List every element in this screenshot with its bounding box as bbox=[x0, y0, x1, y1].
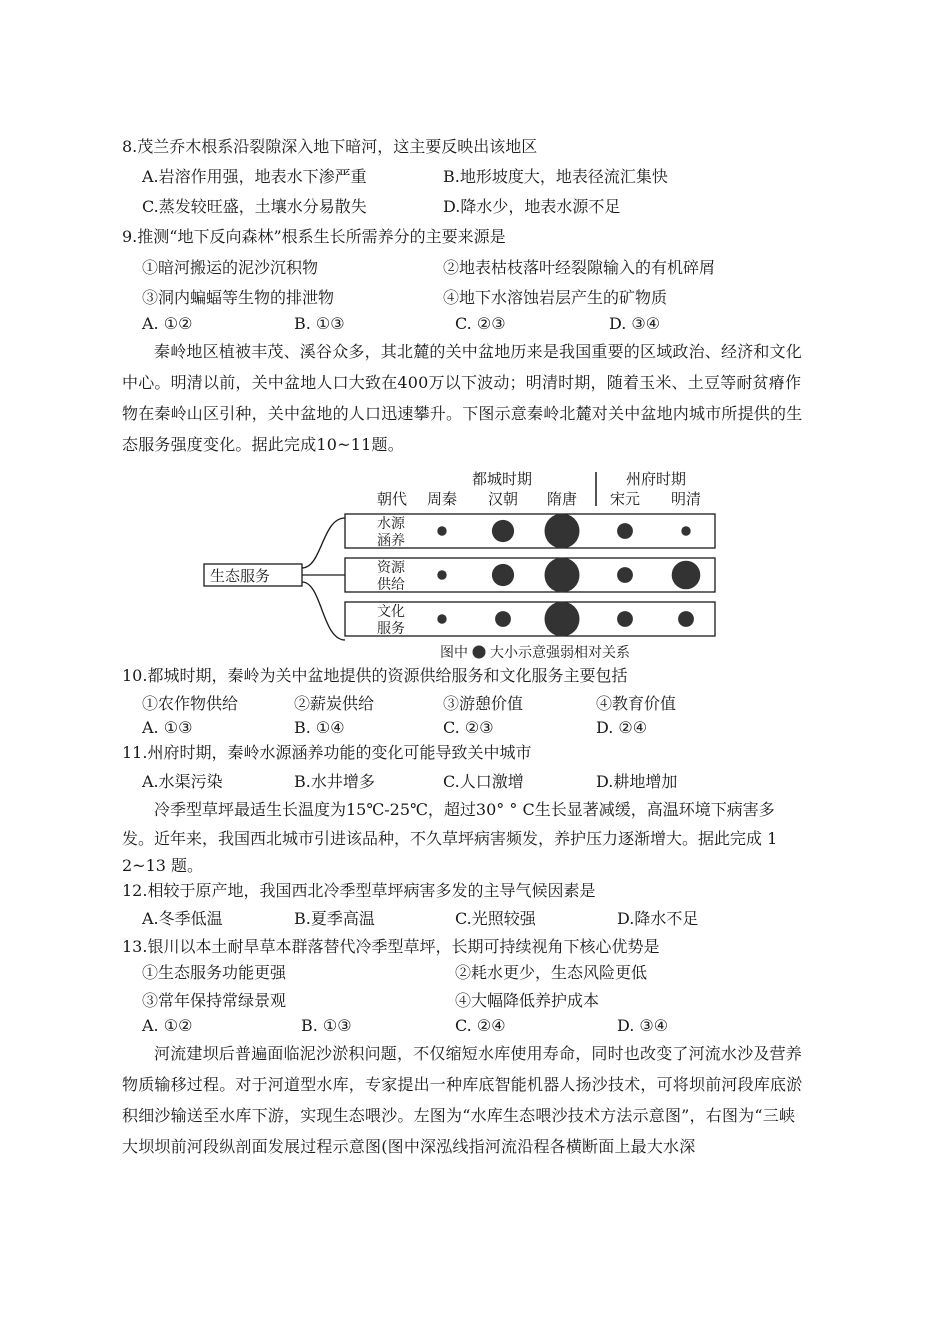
q12-option-b: B.夏季高温 bbox=[294, 909, 375, 928]
q9-option-c: C. ②③ bbox=[455, 314, 506, 333]
service-row-label: 水源 bbox=[377, 516, 405, 532]
q13-stem: 13.银川以本土耐旱草本群落替代冷季型草坪，长期可持续视角下核心优势是 bbox=[122, 937, 660, 956]
passage-reservoir: 河流建坝后普遍面临泥沙淤积问题，不仅缩短水库使用寿命，同时也改变了河流水沙及营养物质输移过程。对于河道型水库，专家提出一种库底智能机器人扬沙技术，可将坝前河段库底淤积细沙输送至水库下游，实现生态喂沙。左图为“水库生态喂沙技术方法示意图”，右图为“三峡大坝坝前河段纵剖面发展过程示意图(图中深泓线指河流沿程各横断面上最大水深 bbox=[122, 1044, 803, 1156]
q9-item-4: ④地下水溶蚀岩层产生的矿物质 bbox=[443, 288, 668, 307]
service-strength-dot bbox=[492, 520, 514, 542]
passage-qinling: 秦岭地区植被丰茂、溪谷众多，其北麓的关中盆地历来是我国重要的区域政治、经济和文化中心。明清以前，关中盆地人口大致在400万以下波动；明清时期，随着玉米、土豆等耐贫瘠作物在秦岭山区引种，关中盆地的人口迅速攀升。下图示意秦岭北麓对关中盆地内城市所提供的生态服务强度变化。据此完成10~11题。 bbox=[122, 342, 803, 454]
q12-option-d: D.降水不足 bbox=[617, 909, 699, 928]
q10-option-d: D. ②④ bbox=[596, 718, 648, 737]
q13-option-c: C. ②④ bbox=[455, 1016, 506, 1035]
q13-item-2: ②耗水更少，生态风险更低 bbox=[455, 963, 648, 982]
q8-option-b: B.地形坡度大，地表径流汇集快 bbox=[443, 167, 668, 186]
q13-option-d: D. ③④ bbox=[617, 1016, 669, 1035]
service-row-label: 资源 bbox=[377, 560, 405, 576]
service-strength-dot bbox=[495, 611, 511, 627]
dynasty-label-1: 汉朝 bbox=[487, 490, 519, 508]
q13-option-b: B. ①③ bbox=[301, 1016, 352, 1035]
service-strength-dot bbox=[617, 523, 633, 539]
service-strength-dot bbox=[437, 614, 446, 623]
passage-lawn-line2: 发。近年来，我国西北城市引进该品种，不久草坪病害频发，养护压力逐渐增大。据此完成 1 bbox=[122, 829, 778, 848]
service-strength-dot bbox=[437, 526, 446, 535]
ecosystem-service-figure bbox=[200, 462, 725, 662]
branch-top bbox=[302, 518, 346, 568]
q8-option-d: D.降水少，地表水源不足 bbox=[443, 197, 621, 216]
q10-option-c: C. ②③ bbox=[443, 718, 494, 737]
q10-item-4: ④教育价值 bbox=[596, 694, 677, 713]
q11-option-a: A.水渠污染 bbox=[142, 772, 223, 791]
q12-option-c: C.光照较强 bbox=[455, 909, 536, 928]
service-row-label: 涵养 bbox=[377, 533, 405, 549]
period-prefecture: 州府时期 bbox=[625, 470, 687, 488]
service-rows bbox=[345, 514, 715, 638]
service-row-label: 供给 bbox=[377, 577, 405, 593]
root-label: 生态服务 bbox=[209, 567, 271, 585]
branch-bottom bbox=[302, 582, 345, 640]
service-strength-dot bbox=[681, 526, 690, 535]
service-strength-dot bbox=[545, 558, 580, 593]
q11-option-d: D.耕地增加 bbox=[596, 772, 678, 791]
service-strength-dot bbox=[678, 611, 694, 627]
passage-lawn-line3: 2~13 题。 bbox=[122, 856, 204, 875]
service-row-label: 文化 bbox=[377, 604, 405, 620]
dynasty-label: 朝代 bbox=[376, 490, 408, 508]
service-strength-dot bbox=[672, 561, 701, 590]
q13-option-a: A. ①② bbox=[142, 1016, 193, 1035]
q10-item-2: ②薪炭供给 bbox=[294, 694, 375, 713]
caption-dot bbox=[473, 646, 486, 659]
q13-item-3: ③常年保持常绿景观 bbox=[142, 991, 287, 1010]
q13-item-1: ①生态服务功能更强 bbox=[142, 963, 287, 982]
service-strength-dot bbox=[617, 567, 633, 583]
dynasty-labels bbox=[427, 490, 701, 508]
q10-item-3: ③游憩价值 bbox=[443, 694, 524, 713]
q8-option-a: A.岩溶作用强，地表水下渗严重 bbox=[142, 167, 367, 186]
caption-prefix: 图中 bbox=[440, 645, 468, 661]
q9-option-a: A. ①② bbox=[142, 314, 193, 333]
service-row-label: 服务 bbox=[377, 621, 405, 637]
q9-stem: 9.推测“地下反向森林”根系生长所需养分的主要来源是 bbox=[122, 227, 506, 246]
service-strength-dot bbox=[617, 611, 633, 627]
q11-stem: 11.州府时期，秦岭水源涵养功能的变化可能导致关中城市 bbox=[122, 743, 532, 762]
caption-suffix: 大小示意强弱相对关系 bbox=[490, 645, 630, 661]
q10-option-a: A. ①③ bbox=[142, 718, 193, 737]
q9-item-3: ③洞内蝙蝠等生物的排泄物 bbox=[142, 288, 335, 307]
dynasty-label-0: 周秦 bbox=[426, 490, 458, 508]
dynasty-label-2: 隋唐 bbox=[546, 490, 578, 508]
q12-stem: 12.相较于原产地，我国西北冷季型草坪病害多发的主导气候因素是 bbox=[122, 881, 596, 900]
q9-item-1: ①暗河搬运的泥沙沉积物 bbox=[142, 258, 319, 277]
q9-option-b: B. ①③ bbox=[294, 314, 345, 333]
q9-option-d: D. ③④ bbox=[609, 314, 661, 333]
q11-option-b: B.水井增多 bbox=[294, 772, 375, 791]
service-strength-dot bbox=[545, 514, 580, 549]
q8-option-c: C.蒸发较旺盛，土壤水分易散失 bbox=[142, 197, 367, 216]
q12-option-a: A.冬季低温 bbox=[142, 909, 223, 928]
period-capital: 都城时期 bbox=[471, 470, 533, 488]
q10-stem: 10.都城时期，秦岭为关中盆地提供的资源供给服务和文化服务主要包括 bbox=[122, 666, 628, 685]
q10-option-b: B. ①④ bbox=[294, 718, 345, 737]
q13-item-4: ④大幅降低养护成本 bbox=[455, 991, 600, 1010]
dynasty-label-3: 宋元 bbox=[609, 490, 641, 508]
q8-stem: 8.茂兰乔木根系沿裂隙深入地下暗河，这主要反映出该地区 bbox=[122, 137, 538, 156]
passage-lawn-line1: 冷季型草坪最适生长温度为15℃-25℃，超过30° ° C生长显著减缓，高温环境下病害多 bbox=[154, 800, 775, 819]
dynasty-label-4: 明清 bbox=[670, 490, 702, 508]
service-strength-dot bbox=[545, 602, 580, 637]
service-strength-dot bbox=[492, 564, 514, 586]
q11-option-c: C.人口激增 bbox=[443, 772, 524, 791]
service-strength-dot bbox=[437, 570, 446, 579]
q9-item-2: ②地表枯枝落叶经裂隙输入的有机碎屑 bbox=[443, 258, 716, 277]
q10-item-1: ①农作物供给 bbox=[142, 694, 239, 713]
